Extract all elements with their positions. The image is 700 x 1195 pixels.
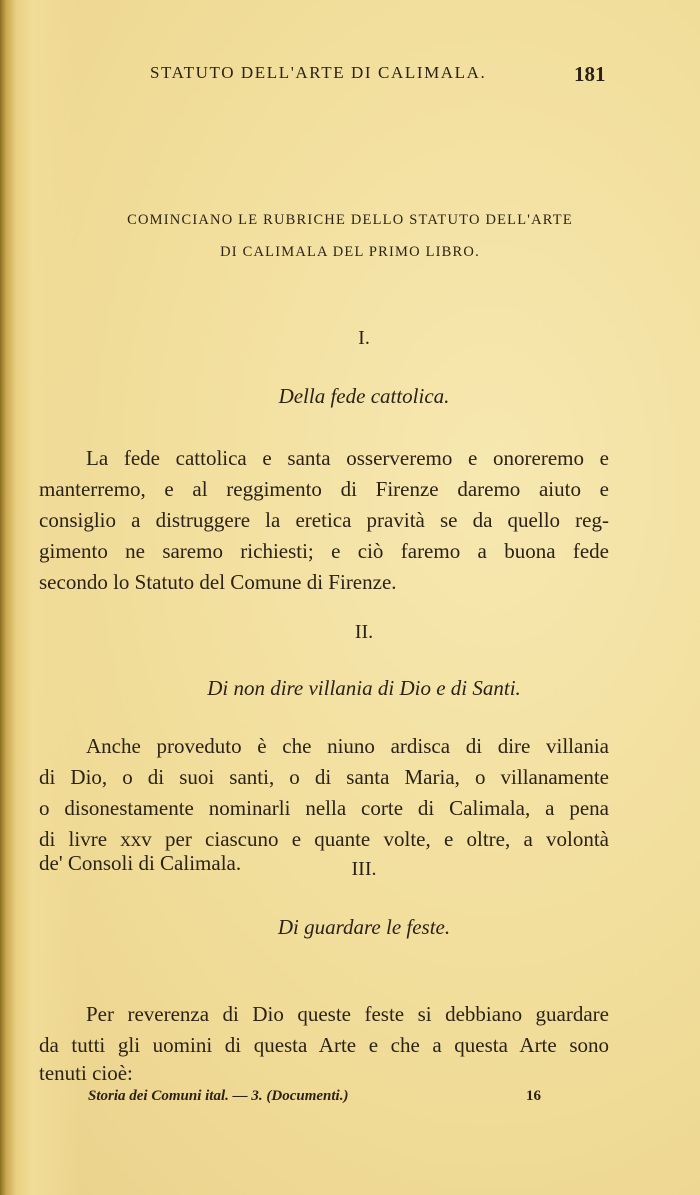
section-1-line-2: manterremo, e al reggimento di Firenze daremo aiuto e	[39, 477, 609, 501]
section-numeral-2: II.	[354, 621, 374, 643]
section-3-line-3: tenuti cioè:	[39, 1061, 133, 1085]
section-3-line-1: Per reverenza di Dio queste feste si debbiano guardare	[86, 1002, 609, 1026]
section-2-line-4: di livre xxv per ciascuno e quante volte, e oltre, a volontà	[39, 827, 609, 851]
book-heading-line-1: COMINCIANO LE RUBRICHE DELLO STATUTO DELL'ARTE	[127, 212, 573, 228]
running-head-title: STATUTO DELL'ARTE DI CALIMALA.	[150, 63, 487, 82]
section-2-line-3: o disonestamente nominarli nella corte di Calimala, a pena	[39, 796, 609, 820]
footer-sheet-number: 16	[526, 1088, 541, 1104]
section-numeral-3: III.	[351, 858, 377, 880]
section-3-line-2: da tutti gli uomini di questa Arte e che a questa Arte sono	[39, 1033, 609, 1057]
section-1-line-1: La fede cattolica e santa osserveremo e onoreremo e	[86, 446, 609, 470]
section-rubric-1: Della fede cattolica.	[278, 384, 450, 408]
section-2-line-1: Anche proveduto è che niuno ardisca di dire villania	[86, 734, 609, 758]
section-rubric-3: Di guardare le feste.	[277, 915, 451, 939]
footer-signature: Storia dei Comuni ital. — 3. (Documenti.)	[88, 1088, 349, 1104]
section-rubric-2: Di non dire villania di Dio e di Santi.	[207, 676, 521, 700]
page-number: 181	[574, 62, 606, 86]
book-heading-line-2: DI CALIMALA DEL PRIMO LIBRO.	[220, 244, 480, 260]
section-1-line-4: gimento ne saremo richiesti; e ciò faremo a buona fede	[39, 539, 609, 563]
section-numeral-1: I.	[358, 327, 370, 349]
section-2-line-5: de' Consoli di Calimala.	[39, 851, 242, 875]
section-1-line-5: secondo lo Statuto del Comune di Firenze.	[39, 570, 397, 594]
section-2-line-2: di Dio, o di suoi santi, o di santa Maria, o villanamente	[39, 765, 609, 789]
section-1-line-3: consiglio a distruggere la eretica pravità se da quello reg-	[39, 508, 609, 532]
